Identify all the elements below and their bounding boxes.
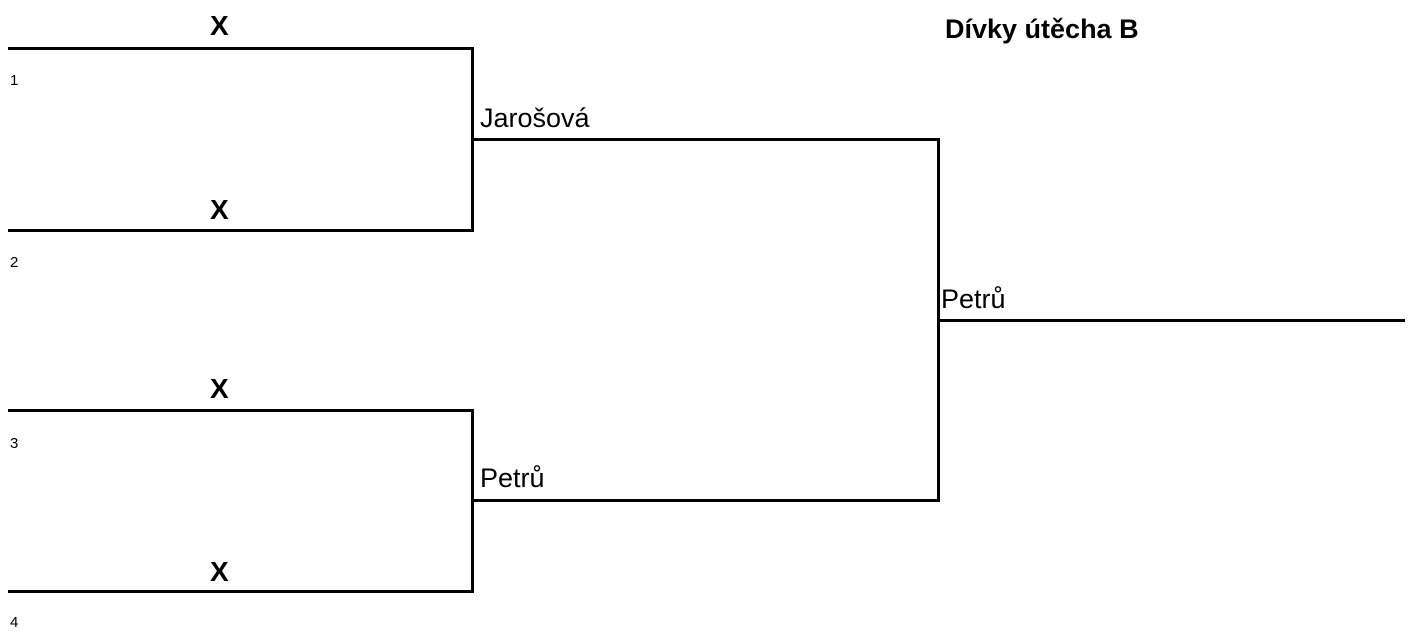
seed-4: 4 — [10, 614, 19, 631]
bracket-title: Dívky útěcha B — [945, 14, 1139, 44]
final-line — [937, 319, 1405, 322]
round1-entry-4: X — [210, 556, 229, 587]
final-name: Petrů — [941, 284, 1006, 314]
round2-line-1 — [471, 138, 940, 141]
round1-entry-3: X — [210, 373, 229, 404]
round1-line-4 — [8, 590, 474, 593]
seed-3: 3 — [10, 435, 19, 452]
round1-entry-2: X — [210, 194, 229, 225]
seed-1: 1 — [10, 72, 19, 89]
round1-line-2 — [8, 229, 474, 232]
round1-line-3 — [8, 409, 474, 412]
round2-name-2: Petrů — [480, 463, 545, 493]
round1-line-1 — [8, 47, 474, 50]
seed-2: 2 — [10, 254, 19, 271]
round2-line-2 — [471, 499, 940, 502]
round1-entry-1: X — [210, 10, 229, 41]
round2-name-1: Jarošová — [480, 103, 590, 133]
